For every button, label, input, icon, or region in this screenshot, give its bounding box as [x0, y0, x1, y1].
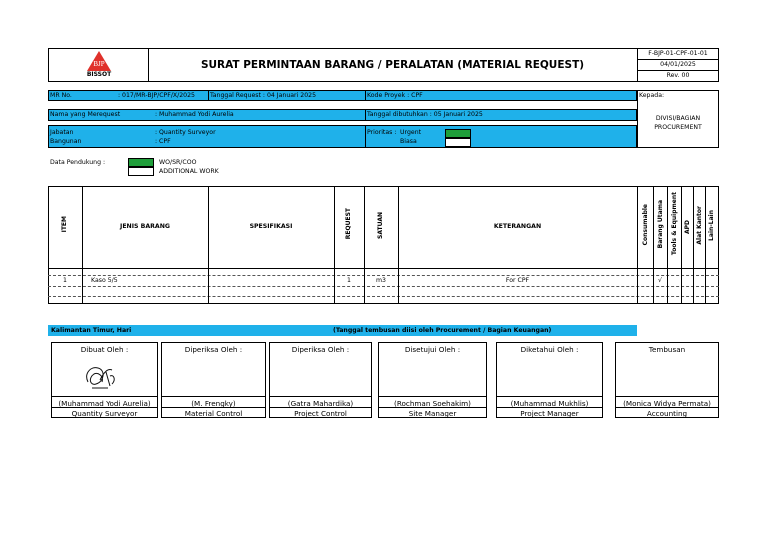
signature-title: Diperiksa Oleh : — [291, 345, 350, 354]
signature-role: Site Manager — [408, 409, 457, 418]
jabatan-row-bar — [48, 125, 637, 148]
kepada-value-2: PROCUREMENT — [654, 124, 702, 131]
signature-name: (Muhammad Mukhlis) — [510, 399, 589, 408]
signature-title: Disetujui Oleh : — [404, 345, 461, 354]
svg-text:BJP: BJP — [93, 60, 105, 68]
nama-value: : Muhammad Yodi Aurelia — [155, 111, 234, 118]
bangunan-value: : CPF — [155, 138, 171, 145]
row-jenis: Kaso 5/5 — [91, 277, 118, 284]
signature-name: (Muhammad Yodi Aurelia) — [58, 399, 151, 408]
col-header-tools: Tools & Equipment — [671, 192, 678, 256]
prioritas-label: Prioritas : — [367, 129, 397, 136]
doc-rev: Rev. 00 — [666, 72, 690, 79]
col-header-jenis: JENIS BARANG — [120, 223, 170, 230]
jabatan-value: : Quantity Surveyor — [155, 129, 216, 136]
nama-row-bar — [48, 109, 637, 121]
signature-role: Material Control — [184, 409, 243, 418]
data-pendukung-label: Data Pendukung : — [50, 159, 106, 166]
col-header-barang-utama: Barang Utama — [657, 200, 664, 249]
additional-work-checkbox[interactable] — [128, 167, 154, 176]
signature-role: Project Manager — [520, 409, 579, 418]
col-header-lain-lain: Lain-Lain — [708, 210, 715, 241]
signature-title: Diperiksa Oleh : — [184, 345, 243, 354]
page-title: SURAT PERMINTAAN BARANG / PERALATAN (MATERIAL REQUEST) — [200, 59, 585, 71]
mr-no-value: : 017/MR-BJP/CPF/X/2025 — [118, 92, 195, 99]
footer-note: (Tanggal tembusan diisi oleh Procurement / Bagian Keuangan) — [333, 327, 552, 334]
data-pendukung-2: ADDITIONAL WORK — [159, 168, 219, 175]
signature-name: (M. Frengky) — [191, 399, 236, 408]
prioritas-biasa-label: Biasa — [400, 138, 417, 145]
logo-subtitle: BISSOT — [86, 71, 112, 78]
col-header-consumable: Consumable — [642, 204, 649, 246]
signature-title: Diketahui Oleh : — [520, 345, 579, 354]
data-pendukung-1: WO/SR/COO — [159, 159, 197, 166]
signature-title: Dibuat Oleh : — [80, 345, 129, 354]
col-header-alat-kantor: Alat Kantor — [696, 206, 703, 245]
row-keterangan: For CPF — [505, 277, 530, 284]
wo-checkbox[interactable] — [128, 158, 154, 167]
row-satuan: m3 — [376, 277, 386, 284]
col-header-keterangan: KETERANGAN — [493, 223, 542, 230]
row-item: 1 — [63, 277, 67, 284]
signature-name: (Monica Widya Permata) — [623, 399, 711, 408]
nama-label: Nama yang Merequest — [50, 111, 121, 118]
prioritas-urgent-label: Urgent — [400, 129, 422, 136]
urgent-checkbox[interactable] — [445, 129, 471, 138]
handwritten-signature — [82, 362, 118, 392]
biasa-checkbox[interactable] — [445, 138, 471, 147]
signature-role: Project Control — [294, 409, 347, 418]
tanggal-dibutuhkan: Tanggal dibutuhkan : 05 Januari 2025 — [367, 111, 483, 118]
signature-name: (Rochman Soehakim) — [394, 399, 471, 408]
col-header-apd: APD — [684, 220, 691, 235]
mr-no-label: MR No. — [50, 92, 72, 99]
signature-name: (Gatra Mahardika) — [287, 399, 354, 408]
jabatan-label: Jabatan — [50, 129, 74, 136]
col-header-spesifikasi: SPESIFIKASI — [249, 223, 293, 230]
bangunan-label: Bangunan — [50, 138, 82, 145]
signature-role: Quantity Surveyor — [71, 409, 138, 418]
kepada-value-1: DIVISI/BAGIAN — [655, 115, 701, 122]
signature-role: Accounting — [646, 409, 688, 418]
kode-proyek: Kode Proyek : CPF — [367, 92, 423, 99]
col-header-item: ITEM — [61, 216, 68, 233]
doc-date: 04/01/2025 — [660, 61, 696, 68]
tanggal-request: Tanggal Request : 04 Januari 2025 — [210, 92, 317, 99]
kepada-label: Kepada: — [639, 92, 665, 99]
signature-title: Tembusan — [648, 345, 686, 354]
col-header-satuan: SATUAN — [377, 212, 384, 239]
row-request: 1 — [347, 277, 351, 284]
col-header-request: REQUEST — [345, 208, 352, 240]
doc-code: F-BJP-01-CPF-01-01 — [648, 50, 708, 57]
footer-location: Kalimantan Timur, Hari — [51, 327, 132, 334]
row-check-mark: √ — [658, 277, 662, 284]
